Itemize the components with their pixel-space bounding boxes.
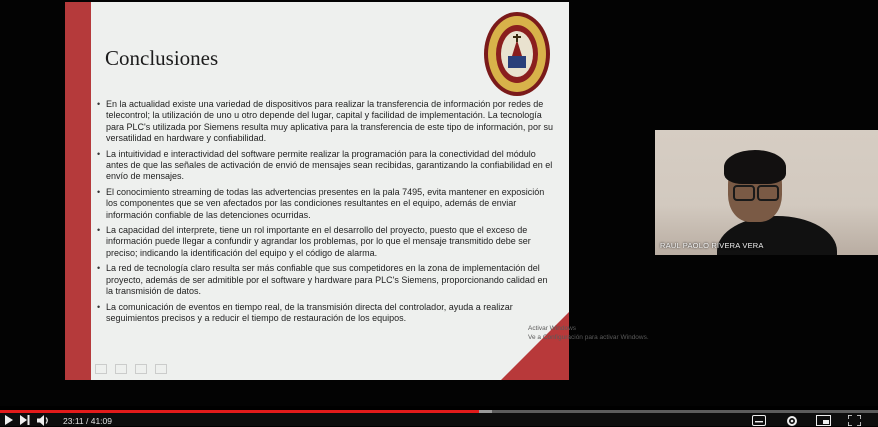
windows-activation-watermark xyxy=(528,324,658,342)
miniplayer-icon xyxy=(816,415,831,426)
list-item: • El conocimiento streaming de todas las advertencias presentes en la pala 7495, evita mantener en exposición los componentes que se ven afectados por las condiciones resultantes en el equipo, además de enviar información confiable de las detenciones ocurridas. xyxy=(97,187,555,221)
watermark-line1: Activar Windows xyxy=(528,325,577,332)
participant-hair xyxy=(724,150,786,184)
player-controls xyxy=(0,413,878,426)
fullscreen-icon xyxy=(848,415,861,426)
glasses-icon xyxy=(733,185,779,199)
settings-button[interactable] xyxy=(786,415,798,426)
next-slide-icon xyxy=(115,364,127,374)
pen-icon xyxy=(135,364,147,374)
subtitles-button[interactable] xyxy=(752,415,766,426)
presentation-slide xyxy=(65,2,569,380)
volume-button[interactable] xyxy=(37,415,51,426)
volume-icon xyxy=(37,415,51,426)
conclusions-list xyxy=(97,99,555,328)
slide-accent-bar xyxy=(65,2,91,380)
list-item: • La red de tecnología claro resulta ser más confiable que sus competidores en la zona de implementación del proyecto, además de ser admitible por el software y hardware para PLC's Siemens, proporcionando calidad en la transmisión de datos. xyxy=(97,263,555,297)
slideshow-toolbar xyxy=(95,364,167,374)
list-item: • En la actualidad existe una variedad de dispositivos para realizar la transferencia de información por redes de telecontrol; la utilización de uno u otro depende del lugar, capital y facilidad de implementación. La tecnología para PLC's utilizada por Siemens resulta muy aplicativa para la transferencia de este tipo de información, por su versatilidad en hardware y confiabilidad. xyxy=(97,99,555,145)
watermark-line2: Ve a Configuración para activar Windows. xyxy=(528,334,649,341)
prev-slide-icon xyxy=(95,364,107,374)
subtitles-icon xyxy=(752,415,766,426)
participant-name: RAUL PAOLO RIVERA VERA xyxy=(660,241,764,250)
play-icon xyxy=(4,415,14,425)
miniplayer-button[interactable] xyxy=(816,415,831,426)
next-button[interactable] xyxy=(20,415,30,426)
list-item: • La intuitividad e interactividad del software permite realizar la programación para la conectividad del módulo antes de que las señales de activación de envió de mensajes sean recibidas, garantizando la confiabilidad en el envío de mensajes. xyxy=(97,149,555,183)
next-icon xyxy=(20,415,30,425)
list-item: • La comunicación de eventos en tiempo real, de la transmisión directa del controlador, ayuda a realizar seguimientos precisos y a reducir el tiempo de restauración de los equipos. xyxy=(97,302,555,325)
settings-icon xyxy=(786,415,798,427)
slide-title: Conclusiones xyxy=(105,46,219,70)
list-item: • La capacidad del interprete, tiene un rol importante en el desarrollo del proyecto, puesto que el exceso de información puede llegar a confundir y agrandar los problemas, por lo que el mensaje transmitido debe ser preciso; indicando la identificación del equipo y el código de alarma. xyxy=(97,225,555,259)
time-display: 23:11 / 41:09 xyxy=(63,416,112,426)
fullscreen-button[interactable] xyxy=(848,415,861,426)
view-icon xyxy=(155,364,167,374)
university-seal-icon xyxy=(483,10,551,98)
play-button[interactable] xyxy=(4,415,14,426)
webcam-tile xyxy=(655,130,878,255)
